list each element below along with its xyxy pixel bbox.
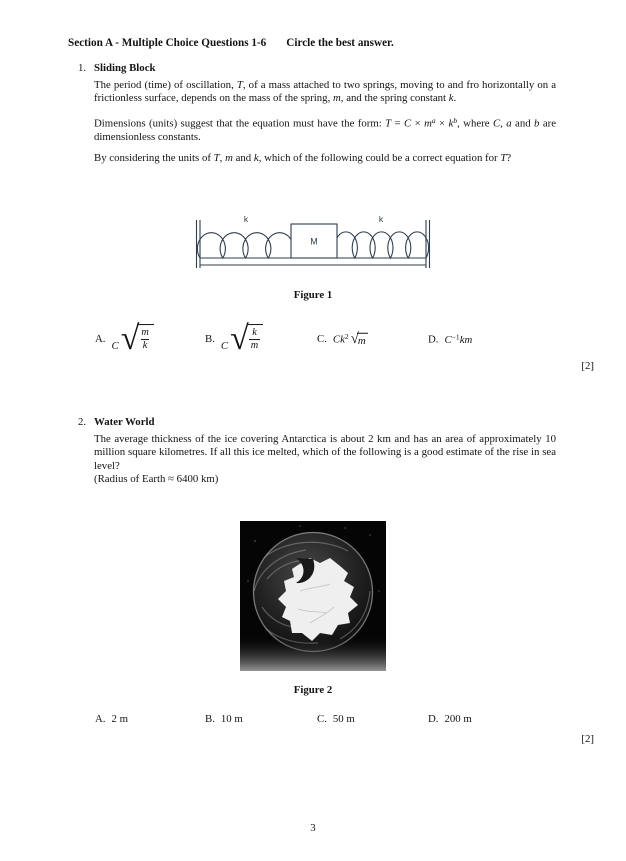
option-letter: B. — [205, 333, 215, 345]
section-header — [68, 37, 594, 49]
question-1-marks: [2] — [581, 360, 594, 372]
question-1-option-b — [205, 320, 263, 358]
option-letter: A. — [95, 333, 106, 345]
figure-2-caption: Figure 2 — [293, 684, 333, 696]
question-1-options — [94, 318, 566, 360]
option-letter: D. — [428, 333, 439, 345]
option-formula: $C^{-1}km$ — [444, 332, 473, 346]
question-1-paragraph-3: By considering the units of T, m and k, which of the following could be a correct equation for T? — [94, 152, 512, 165]
footer-page-number: 3 — [310, 822, 316, 834]
section-instruction: Circle the best answer. — [286, 37, 394, 49]
question-1-option-a — [95, 320, 154, 358]
option-letter: B. — [205, 713, 215, 725]
section-title: Section A - Multiple Choice Questions 1-6 — [68, 37, 267, 49]
option-text: 50 m — [332, 713, 355, 725]
mass-label: M — [310, 236, 318, 247]
option-text: 2 m — [111, 713, 128, 725]
question-2-title: Water World — [94, 416, 155, 428]
option-formula: Ck$^2$ √ m — [332, 330, 366, 347]
option-text: 10 m — [220, 713, 243, 725]
option-letter: D. — [428, 713, 439, 725]
question-1-number: 1. — [78, 62, 87, 74]
question-1-option-d — [428, 332, 472, 346]
question-1-paragraph-1: The period (time) of oscillation, T, of a mass attached to two springs, moving to and fro horizontally on a frictionless surface, depends on the mass of the spring, m, and the spring constant k. — [94, 78, 556, 105]
option-letter: C. — [317, 713, 327, 725]
question-2-paragraph-1: The average thickness of the ice covering Antarctica is about 2 km and has an area of approximately 10 million square kilometres. If all this ice melted, which of the following is a good estimate of the rise in sea level? — [94, 432, 556, 472]
spring-mass-diagram — [195, 212, 431, 272]
question-2-option-b — [205, 713, 243, 725]
question-2-marks: [2] — [581, 733, 594, 745]
question-2-options — [94, 710, 566, 728]
question-1-paragraph-2: Dimensions (units) suggest that the equation must have the form: $T = C \times m^a \times k^b$, where C, a and b are dimensionless constants. — [94, 115, 557, 143]
question-2 — [78, 416, 556, 487]
option-formula: C √ $\frac{k}{m}$ — [221, 324, 263, 354]
option-formula: C √ $\frac{m}{k}$ — [112, 324, 154, 354]
option-letter: A. — [95, 713, 106, 725]
figure-1-caption: Figure 1 — [293, 289, 333, 301]
spring-right-label: k — [378, 214, 384, 224]
question-1-option-c — [317, 332, 368, 347]
question-2-option-a — [95, 713, 128, 725]
question-2-number: 2. — [78, 416, 87, 428]
earth-image — [240, 521, 386, 671]
option-letter: C. — [317, 333, 327, 345]
spring-left-label: k — [243, 214, 249, 224]
figure-2 — [240, 521, 386, 696]
question-2-paragraph-2: (Radius of Earth ≈ 6400 km) — [94, 473, 219, 486]
figure-1 — [195, 212, 431, 301]
question-2-option-d — [428, 713, 472, 725]
question-2-option-c — [317, 713, 355, 725]
question-1-title: Sliding Block — [94, 62, 156, 74]
option-text: 200 m — [444, 713, 472, 725]
question-1 — [78, 62, 556, 166]
